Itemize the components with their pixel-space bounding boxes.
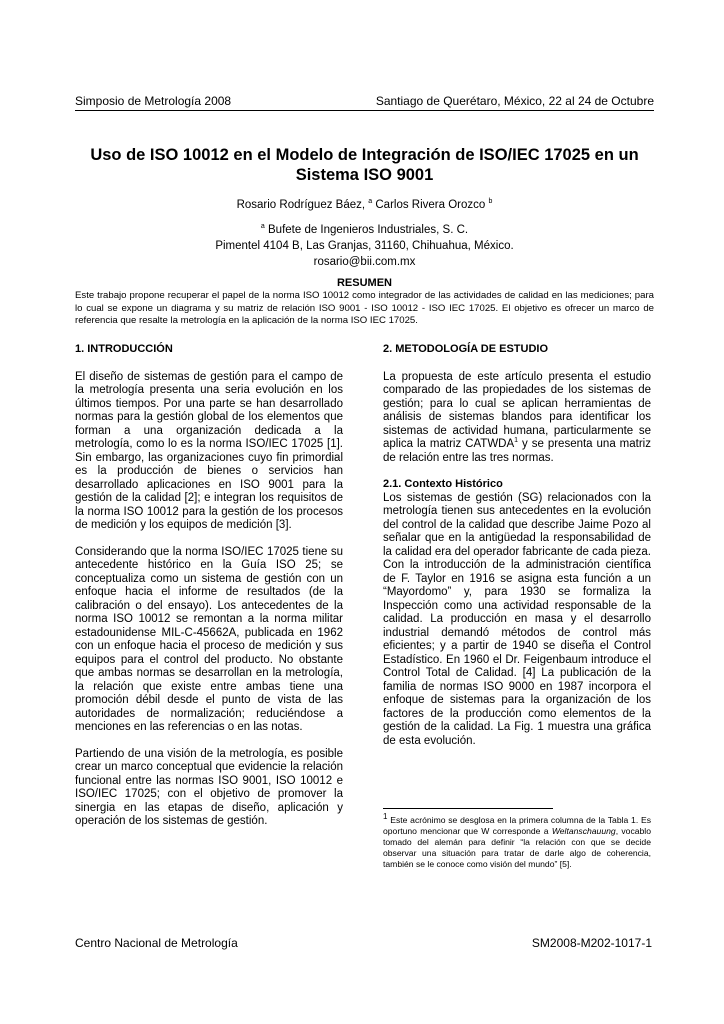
section-2-paragraph-2: Los sistemas de gestión (SG) relacionados con la metrología tienen sus antecedentes en la evolución del control de la calidad que describe Jaime Pozo al señalar que en la antigüedad la responsabilidad de la calidad era del operador fabricante de cada pieza. Con la introducción de la administración científica de F. Taylor en 1916 se asigna esta función a un “Mayordomo” y, para 1930 se formaliza la Inspección como una actividad responsable de la calidad. La producción en masa y el desarrollo industrial demandó métodos de control más eficientes; y a partir de 1940 se diseña el Control Estadístico. En 1960 el Dr. Feigenbaum introduce el Control Total de Calidad. [4] La publicación de la familia de normas ISO 9000 en 1987 incorpora el enfoque de sistemas para la organización de los factores de la producción como elementos de la gestión de la calidad. La Fig. 1 muestra una gráfica de esta evolución. <box>383 491 651 747</box>
section-2-heading: 2. METODOLOGÍA DE ESTUDIO <box>383 343 549 355</box>
section-1-paragraph-3: Partiendo de una visión de la metrología, es posible crear un marco conceptual que evidencie la relación funcional entre las normas ISO 9001, ISO 10012 e ISO/IEC 17025; con el objetivo de promover la sinergia en las etapas de diseño, aplicación y operación de los sistemas de gestión. <box>75 747 343 827</box>
footer-right: SM2008-M202-1017-1 <box>531 936 652 950</box>
abstract-heading: RESUMEN <box>336 277 392 289</box>
left-column <box>75 343 343 842</box>
author-2-affiliation-mark: b <box>488 198 493 206</box>
header-rule <box>75 110 654 111</box>
section-1-heading: 1. INTRODUCCIÓN <box>75 343 173 355</box>
author-2: Carlos Rivera Orozco <box>375 199 486 211</box>
paper-title: Uso de ISO 10012 en el Modelo de Integración de ISO/IEC 17025 en un Sistema ISO 9001 <box>90 146 639 184</box>
affiliation-email: rosario@bii.com.mx <box>313 256 416 268</box>
affiliation-block <box>75 222 654 270</box>
author-1-affiliation-mark: a <box>368 198 373 206</box>
footer-left: Centro Nacional de Metrología <box>75 936 238 950</box>
affiliation-mark: a <box>260 223 265 231</box>
footnote: $^1$ Este acrónimo se desglosa en la primera columna de la Tabla 1. Es oportuno mencionar que W corresponde a Weltanschauung, vocablo tomado del alemán para definir “la relación con que se decide observar una situación para tratar de darle algo de coherencia, también se le conoce como visión del mundo” [5]. <box>383 812 651 869</box>
footnote-mark: 1 <box>383 812 388 822</box>
right-column <box>383 343 651 761</box>
section-1-paragraph-1: El diseño de sistemas de gestión para el campo de la metrología presenta una seria evolución en los últimos tiempos. Por una parte se han desarrollado normas para la gestión global de los elementos que forman a una organización dedicada a la metrología, como lo es la norma ISO/IEC 17025 [1]. Sin embargo, las organizaciones cuyo fin primordial es la producción de bienes o servicios han desarrollado aplicaciones en ISO 9001 para la gestión de la calidad [2]; e integran los requisitos de la norma ISO 10012 para la gestión de los procesos de medición y los equipos de medición [3]. <box>75 370 343 531</box>
affiliation-line-1: $^a$ Bufete de Ingenieros Industriales, S. C. <box>260 223 469 236</box>
footnote-ref-1: 1 <box>514 437 519 445</box>
author-1: Rosario Rodríguez Báez, <box>236 199 366 211</box>
affiliation-line-2: Pimentel 4104 B, Las Granjas, 31160, Chihuahua, México. <box>215 240 514 252</box>
abstract-text: Este trabajo propone recuperar el papel de la norma ISO 10012 como integrador de las actividades de calidad en las mediciones; para lo cual se expone un diagrama y su matriz de relación ISO 9001 - ISO 10012 - ISO IEC 17025. El objetivo es ofrecer un marco de referencia que resalte la metrología en la aplicación de la norma ISO IEC 17025. <box>75 290 654 327</box>
subsection-2-1-heading: 2.1. Contexto Histórico <box>383 478 503 490</box>
author-line <box>75 197 654 213</box>
section-1-paragraph-2: Considerando que la norma ISO/IEC 17025 tiene su antecedente histórico en la Guía ISO 25; se conceptualiza como un sistema de gestión con un enfoque hacia el informe de resultados (de la calibración o del ensayo). Los antecedentes de la norma ISO 10012 se remontan a la norma militar estadounidense MIL-C-45662A, publicada en 1962 con un enfoque hacia el proceso de medición y sus equipos para el control del producto. No obstante que ambas normas se desarrollan en la metrología, la relación que existe entre ambas tiene una promoción débil desde el punto de vista de las autoridades de normalización; reduciéndose a menciones en las referencias o en las notas. <box>75 545 343 733</box>
running-header-left: Simposio de Metrología 2008 <box>75 94 232 108</box>
running-header-right: Santiago de Querétaro, México, 22 al 24 de Octubre <box>375 94 654 108</box>
section-2-paragraph-1: La propuesta de este artículo presenta el estudio comparado de las propiedades de los sistemas de gestión; para lo cual se aplican herramientas de análisis de sistemas blandos para identificar los sistemas de actividad humana, particularmente se aplica la matriz CATWDA$^1$ y se presenta una matriz de relación entre las tres normas. <box>383 370 651 464</box>
footnote-rule <box>383 808 553 809</box>
